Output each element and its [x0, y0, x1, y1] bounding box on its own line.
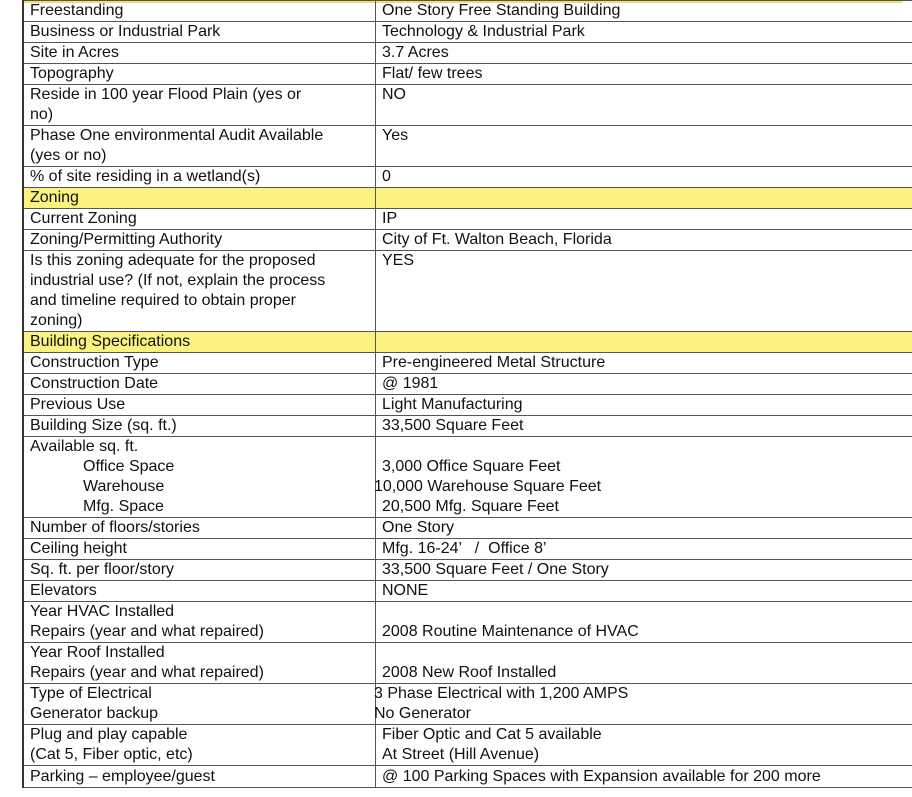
value-line — [374, 704, 910, 724]
row-label — [23, 437, 376, 518]
label-line: Phase One environmental Audit Available — [30, 127, 324, 144]
row-value: NONE — [376, 581, 912, 602]
row-label: Previous Use — [23, 395, 376, 416]
table-row — [23, 126, 912, 167]
row-label — [23, 126, 376, 167]
table-row — [23, 518, 912, 539]
label-line: Repairs (year and what repaired) — [30, 664, 264, 681]
value-line: 3,000 Office Square Feet — [382, 458, 561, 475]
table-row — [23, 602, 912, 643]
row-label: % of site residing in a wetland(s) — [23, 167, 376, 188]
table-row — [23, 209, 912, 230]
section-blank — [376, 188, 912, 209]
value-line — [374, 477, 910, 497]
row-value: Flat/ few trees — [376, 64, 912, 85]
section-header-zoning — [23, 188, 912, 209]
row-value — [376, 684, 912, 725]
value-text: 10,000 Warehouse Square Feet — [374, 478, 602, 495]
row-label — [23, 684, 376, 725]
label-line: Reside in 100 year Flood Plain (yes or — [30, 86, 302, 103]
label-line: Year HVAC Installed — [30, 603, 175, 620]
row-label: Parking – employee/guest — [23, 766, 376, 788]
table-row — [23, 353, 912, 374]
value-text: Mfg. 16-24’ / Office 8’ — [382, 540, 547, 557]
row-label: Building Size (sq. ft.) — [23, 416, 376, 437]
row-value: NO — [376, 85, 912, 126]
value-line: Fiber Optic and Cat 5 available — [382, 726, 602, 743]
table-row — [23, 539, 912, 560]
row-label: Number of floors/stories — [23, 518, 376, 539]
table-row — [23, 560, 912, 581]
row-value — [376, 643, 912, 684]
row-label: Site in Acres — [23, 43, 376, 64]
table-row — [23, 22, 912, 43]
value-line: 2008 New Roof Installed — [382, 664, 557, 681]
row-label: Zoning/Permitting Authority — [23, 230, 376, 251]
row-label — [23, 251, 376, 332]
table-row — [23, 725, 912, 766]
section-title: Zoning — [23, 188, 376, 209]
table-row — [23, 766, 912, 788]
row-label: Freestanding — [23, 1, 376, 22]
sub-label: Mfg. Space — [83, 498, 164, 515]
table-row — [23, 230, 912, 251]
sub-label: Warehouse — [83, 478, 165, 495]
label-line: Repairs (year and what repaired) — [30, 623, 264, 640]
label-line: Plug and play capable — [30, 726, 188, 743]
table-row — [23, 1, 912, 22]
table-row — [23, 581, 912, 602]
table-row — [23, 167, 912, 188]
row-value: 33,500 Square Feet — [376, 416, 912, 437]
label-line: (Cat 5, Fiber optic, etc) — [30, 746, 193, 763]
section-title: Building Specifications — [23, 332, 376, 353]
label-line: (yes or no) — [30, 147, 107, 164]
table-row — [23, 395, 912, 416]
table-row — [23, 374, 912, 395]
row-label: Construction Date — [23, 374, 376, 395]
row-label: Current Zoning — [23, 209, 376, 230]
value-text: No Generator — [374, 705, 471, 722]
value-spacer — [382, 643, 910, 663]
value-text: 3 Phase Electrical with 1,200 AMPS — [374, 685, 629, 702]
row-label: Business or Industrial Park — [23, 22, 376, 43]
label-line: Generator backup — [30, 705, 159, 722]
value-spacer — [382, 437, 910, 457]
label-line: Type of Electrical — [30, 685, 152, 702]
table-row — [23, 251, 912, 332]
row-label: Elevators — [23, 581, 376, 602]
row-value: 3.7 Acres — [376, 43, 912, 64]
row-value: IP — [376, 209, 912, 230]
row-value: @ 100 Parking Spaces with Expansion available for 200 more — [376, 766, 912, 788]
value-line: 2008 Routine Maintenance of HVAC — [382, 623, 639, 640]
row-label — [23, 85, 376, 126]
section-blank — [376, 332, 912, 353]
row-value: Light Manufacturing — [376, 395, 912, 416]
section-header-building-specifications — [23, 332, 912, 353]
row-value: YES — [376, 251, 912, 332]
row-label: Topography — [23, 64, 376, 85]
table-row — [23, 85, 912, 126]
sub-label: Office Space — [83, 458, 175, 475]
row-value — [376, 725, 912, 766]
table-row — [23, 64, 912, 85]
label-line: no) — [30, 106, 54, 123]
row-value: @ 1981 — [376, 374, 912, 395]
label-line: Is this zoning adequate for the proposed — [30, 252, 316, 269]
label-line: and timeline required to obtain proper — [30, 292, 296, 309]
label-line: zoning) — [30, 312, 83, 329]
row-value: Technology & Industrial Park — [376, 22, 912, 43]
value-line: 20,500 Mfg. Square Feet — [382, 498, 559, 515]
table-row — [23, 43, 912, 64]
row-label — [23, 602, 376, 643]
row-value — [376, 539, 912, 560]
value-spacer — [382, 602, 910, 622]
row-label — [23, 725, 376, 766]
row-value: Pre-engineered Metal Structure — [376, 353, 912, 374]
table-row — [23, 684, 912, 725]
row-value — [376, 437, 912, 518]
table-row — [23, 643, 912, 684]
row-value: 33,500 Square Feet / One Story — [376, 560, 912, 581]
row-label: Ceiling height — [23, 539, 376, 560]
row-value — [376, 602, 912, 643]
table-row — [23, 416, 912, 437]
label-line: industrial use? (If not, explain the process — [30, 272, 326, 289]
row-value: 0 — [376, 167, 912, 188]
value-line: At Street (Hill Avenue) — [382, 746, 540, 763]
property-info-table — [22, 0, 912, 788]
row-value: One Story — [376, 518, 912, 539]
row-label: Construction Type — [23, 353, 376, 374]
value-line — [374, 684, 910, 704]
row-label — [23, 643, 376, 684]
row-value: One Story Free Standing Building — [376, 1, 912, 22]
label-line: Year Roof Installed — [30, 644, 165, 661]
row-label: Sq. ft. per floor/story — [23, 560, 376, 581]
row-value: Yes — [376, 126, 912, 167]
label-line: Available sq. ft. — [30, 438, 139, 455]
table-row — [23, 437, 912, 518]
row-value: City of Ft. Walton Beach, Florida — [376, 230, 912, 251]
